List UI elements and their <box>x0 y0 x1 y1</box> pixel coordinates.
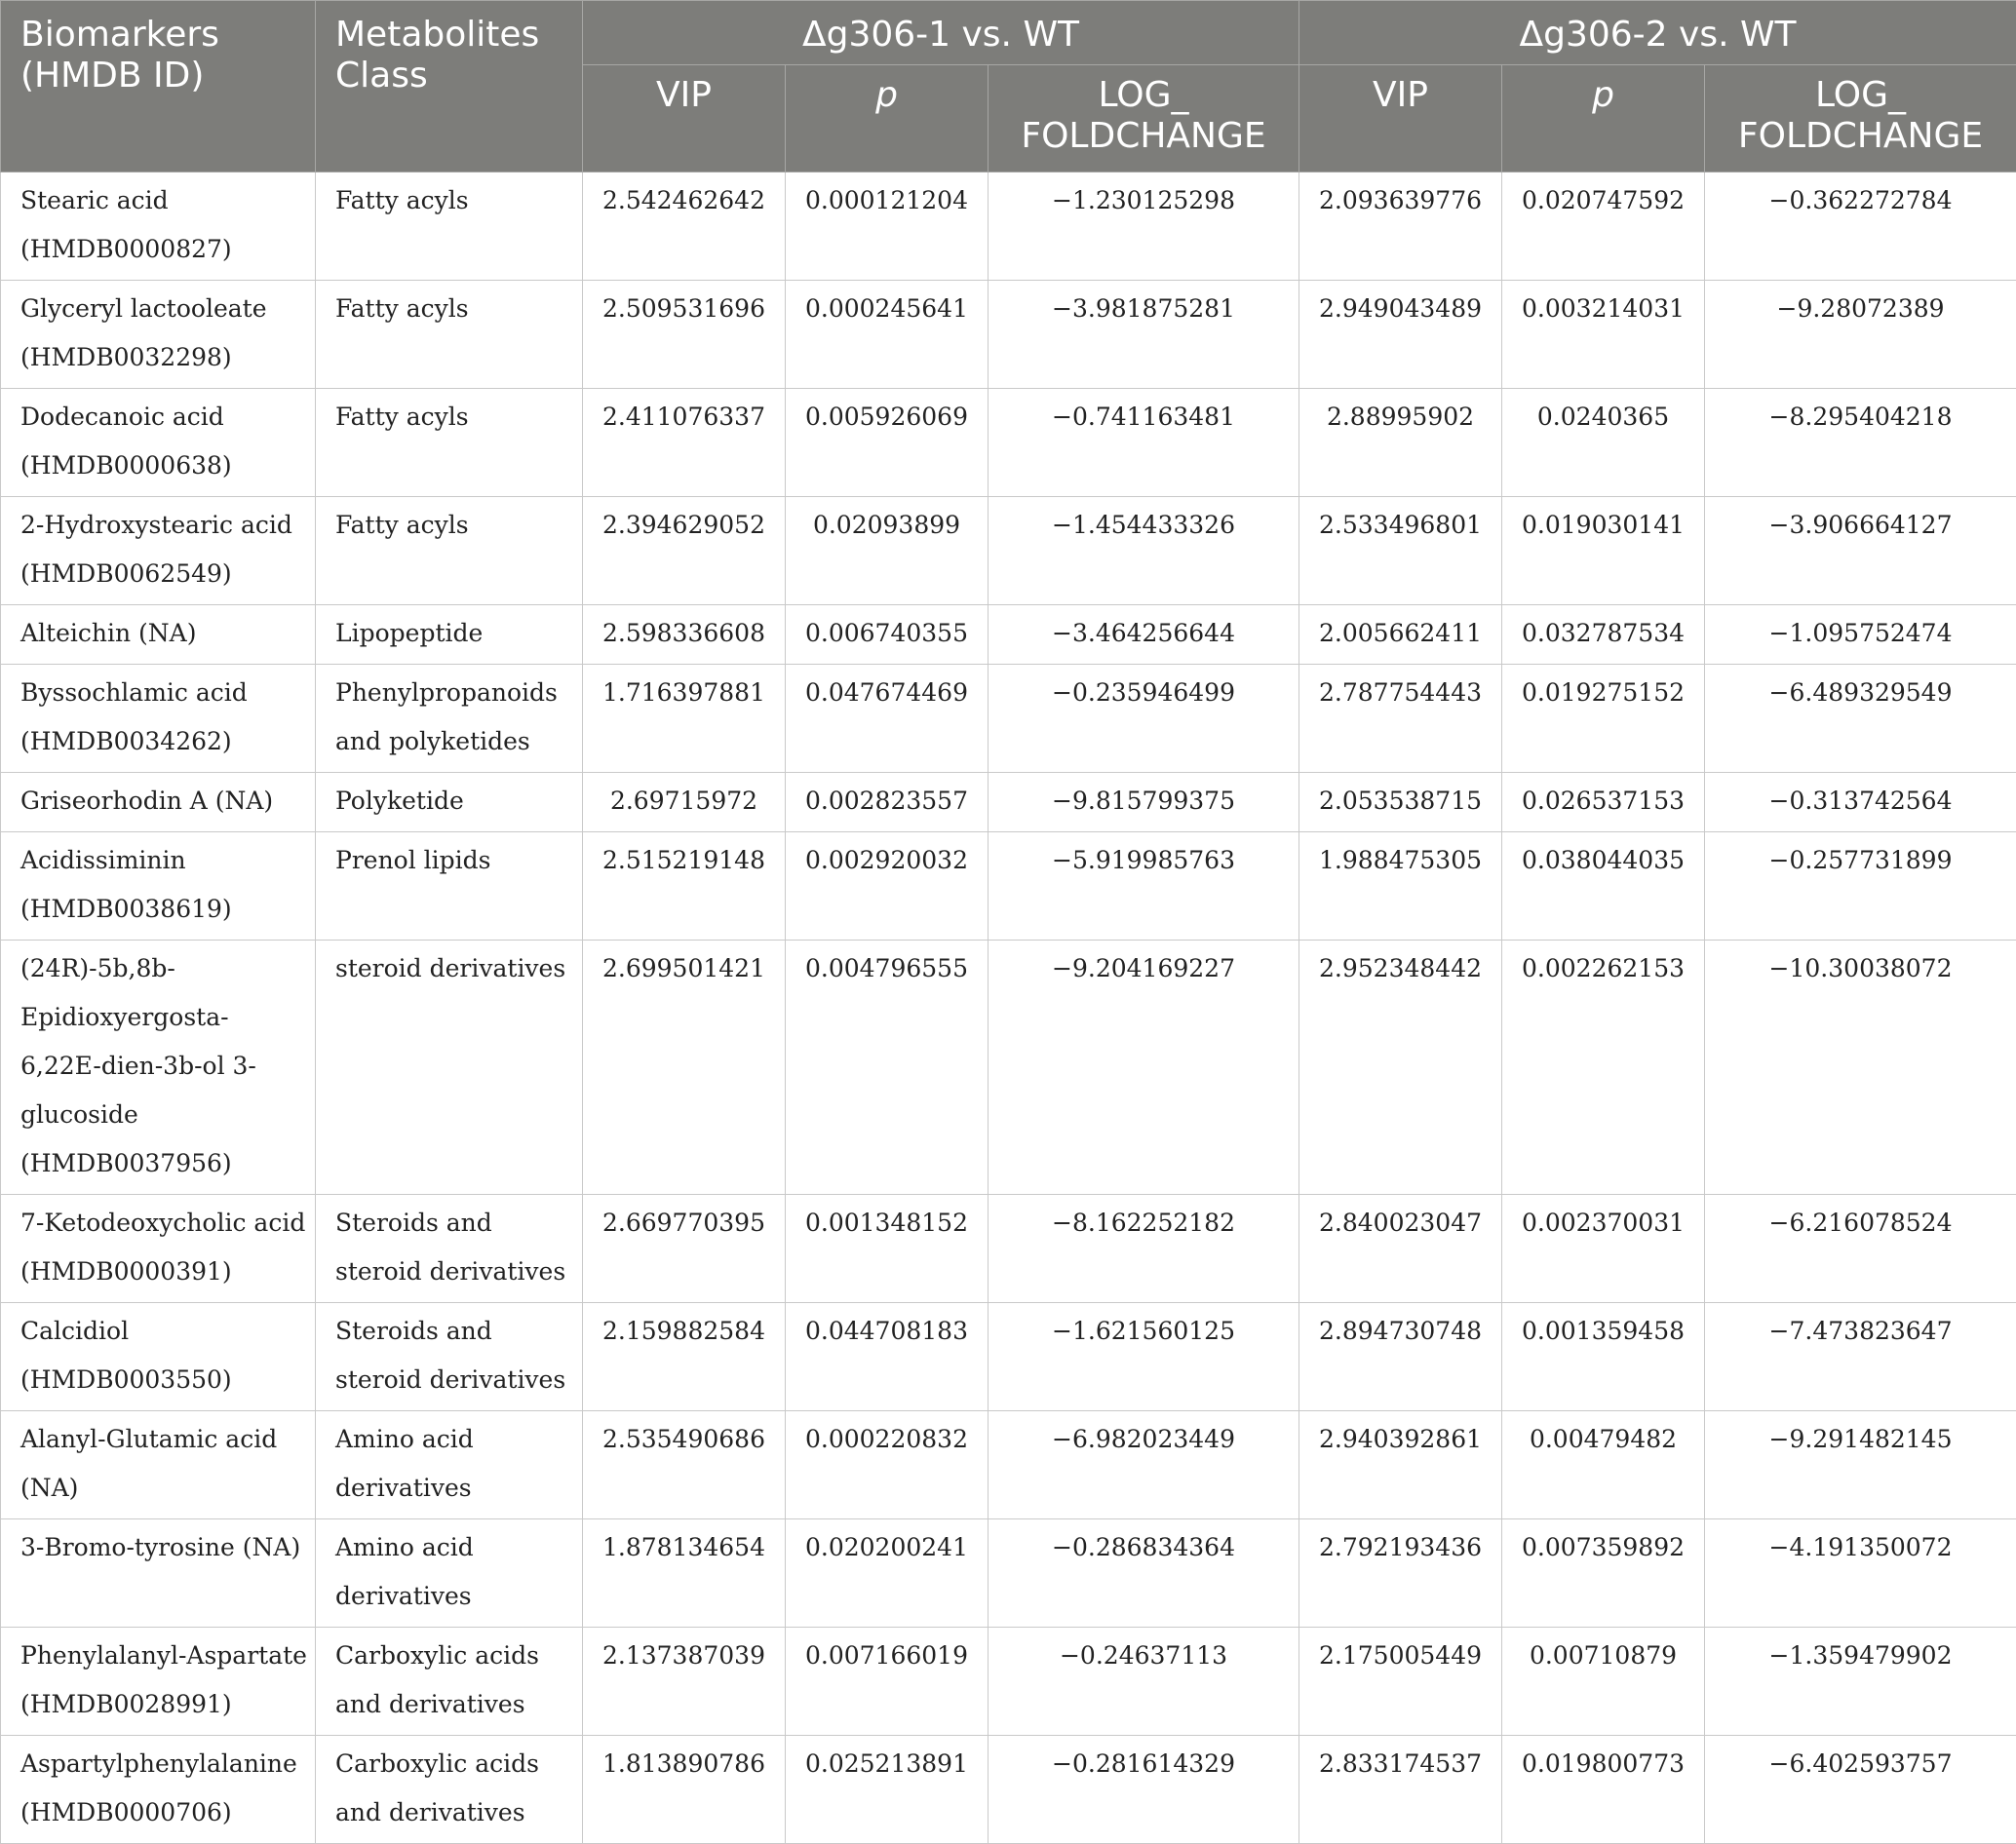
cell-p-1: 0.000245641 <box>786 281 989 389</box>
cell-biomarker: Stearic acid (HMDB0000827) <box>1 173 316 281</box>
cell-vip-1: 2.137387039 <box>583 1628 786 1736</box>
cell-log-foldchange-1: −5.919985763 <box>989 832 1299 941</box>
cell-vip-2: 2.533496801 <box>1299 497 1502 605</box>
cell-metabolites-class: Fatty acyls <box>316 281 583 389</box>
cell-log-foldchange-1: −8.162252182 <box>989 1195 1299 1303</box>
cell-biomarker: 7-Ketodeoxycholic acid (HMDB0000391) <box>1 1195 316 1303</box>
header-vip-2: VIP <box>1299 65 1502 173</box>
cell-p-1: 0.000220832 <box>786 1411 989 1519</box>
cell-vip-1: 2.535490686 <box>583 1411 786 1519</box>
cell-log-foldchange-2: −0.257731899 <box>1705 832 2016 941</box>
cell-p-1: 0.047674469 <box>786 665 989 773</box>
cell-vip-2: 2.952348442 <box>1299 941 1502 1195</box>
cell-biomarker: Aspartylphenylalanine (HMDB0000706) <box>1 1736 316 1844</box>
cell-log-foldchange-1: −0.24637113 <box>989 1628 1299 1736</box>
cell-p-1: 0.005926069 <box>786 389 989 497</box>
cell-log-foldchange-2: −7.473823647 <box>1705 1303 2016 1411</box>
cell-metabolites-class: Carboxylic acids and derivatives <box>316 1736 583 1844</box>
cell-log-foldchange-1: −1.454433326 <box>989 497 1299 605</box>
cell-log-foldchange-2: −4.191350072 <box>1705 1519 2016 1628</box>
cell-p-2: 0.038044035 <box>1502 832 1705 941</box>
cell-log-foldchange-1: −1.230125298 <box>989 173 1299 281</box>
cell-log-foldchange-1: −1.621560125 <box>989 1303 1299 1411</box>
cell-vip-2: 2.894730748 <box>1299 1303 1502 1411</box>
header-biomarkers: Biomarkers (HMDB ID) <box>1 1 316 173</box>
cell-p-2: 0.002370031 <box>1502 1195 1705 1303</box>
table-row <box>1 389 2016 497</box>
cell-metabolites-class: Amino acid derivatives <box>316 1411 583 1519</box>
cell-biomarker: Alteichin (NA) <box>1 605 316 665</box>
cell-p-2: 0.001359458 <box>1502 1303 1705 1411</box>
table-row <box>1 173 2016 281</box>
cell-biomarker: Acidissiminin (HMDB0038619) <box>1 832 316 941</box>
cell-biomarker: Phenylalanyl-Aspartate (HMDB0028991) <box>1 1628 316 1736</box>
cell-vip-2: 1.988475305 <box>1299 832 1502 941</box>
cell-vip-1: 2.598336608 <box>583 605 786 665</box>
cell-p-1: 0.020200241 <box>786 1519 989 1628</box>
cell-vip-2: 2.940392861 <box>1299 1411 1502 1519</box>
cell-log-foldchange-2: −0.313742564 <box>1705 773 2016 832</box>
table-row <box>1 1303 2016 1411</box>
cell-biomarker: Dodecanoic acid (HMDB0000638) <box>1 389 316 497</box>
table-row <box>1 1411 2016 1519</box>
cell-vip-2: 2.005662411 <box>1299 605 1502 665</box>
table-row <box>1 1519 2016 1628</box>
cell-log-foldchange-2: −9.291482145 <box>1705 1411 2016 1519</box>
cell-p-1: 0.006740355 <box>786 605 989 665</box>
cell-metabolites-class: Steroids and steroid derivatives <box>316 1195 583 1303</box>
header-log-foldchange-1: LOG_ FOLDCHANGE <box>989 65 1299 173</box>
table-body <box>1 173 2016 1844</box>
cell-metabolites-class: Carboxylic acids and derivatives <box>316 1628 583 1736</box>
cell-vip-1: 2.542462642 <box>583 173 786 281</box>
cell-p-2: 0.020747592 <box>1502 173 1705 281</box>
cell-log-foldchange-2: −8.295404218 <box>1705 389 2016 497</box>
cell-metabolites-class: Prenol lipids <box>316 832 583 941</box>
table-row <box>1 832 2016 941</box>
cell-vip-2: 2.787754443 <box>1299 665 1502 773</box>
cell-vip-2: 2.792193436 <box>1299 1519 1502 1628</box>
cell-log-foldchange-2: −9.28072389 <box>1705 281 2016 389</box>
cell-biomarker: Calcidiol (HMDB0003550) <box>1 1303 316 1411</box>
cell-p-1: 0.044708183 <box>786 1303 989 1411</box>
cell-vip-1: 2.699501421 <box>583 941 786 1195</box>
cell-p-2: 0.002262153 <box>1502 941 1705 1195</box>
cell-metabolites-class: Steroids and steroid derivatives <box>316 1303 583 1411</box>
cell-p-2: 0.019800773 <box>1502 1736 1705 1844</box>
table-row <box>1 1736 2016 1844</box>
cell-p-2: 0.032787534 <box>1502 605 1705 665</box>
cell-p-2: 0.019030141 <box>1502 497 1705 605</box>
cell-log-foldchange-1: −6.982023449 <box>989 1411 1299 1519</box>
cell-p-2: 0.019275152 <box>1502 665 1705 773</box>
header-group-2: Δg306-2 vs. WT <box>1299 1 2016 65</box>
cell-log-foldchange-1: −0.741163481 <box>989 389 1299 497</box>
table-header <box>1 1 2016 173</box>
cell-log-foldchange-2: −1.095752474 <box>1705 605 2016 665</box>
cell-vip-2: 2.840023047 <box>1299 1195 1502 1303</box>
table-row <box>1 497 2016 605</box>
cell-p-2: 0.0240365 <box>1502 389 1705 497</box>
cell-p-1: 0.004796555 <box>786 941 989 1195</box>
cell-vip-1: 1.878134654 <box>583 1519 786 1628</box>
cell-log-foldchange-1: −9.204169227 <box>989 941 1299 1195</box>
cell-vip-1: 2.669770395 <box>583 1195 786 1303</box>
cell-vip-1: 2.394629052 <box>583 497 786 605</box>
cell-p-1: 0.007166019 <box>786 1628 989 1736</box>
cell-metabolites-class: Lipopeptide <box>316 605 583 665</box>
cell-vip-2: 2.053538715 <box>1299 773 1502 832</box>
cell-vip-1: 2.509531696 <box>583 281 786 389</box>
cell-p-2: 0.026537153 <box>1502 773 1705 832</box>
cell-vip-2: 2.949043489 <box>1299 281 1502 389</box>
cell-p-1: 0.000121204 <box>786 173 989 281</box>
header-p-2: p <box>1502 65 1705 173</box>
cell-p-2: 0.00710879 <box>1502 1628 1705 1736</box>
cell-log-foldchange-1: −3.981875281 <box>989 281 1299 389</box>
cell-vip-1: 2.411076337 <box>583 389 786 497</box>
cell-log-foldchange-2: −1.359479902 <box>1705 1628 2016 1736</box>
cell-p-1: 0.02093899 <box>786 497 989 605</box>
cell-log-foldchange-2: −10.30038072 <box>1705 941 2016 1195</box>
cell-metabolites-class: Fatty acyls <box>316 173 583 281</box>
table-row <box>1 1628 2016 1736</box>
cell-p-1: 0.002920032 <box>786 832 989 941</box>
cell-p-1: 0.025213891 <box>786 1736 989 1844</box>
cell-biomarker: Griseorhodin A (NA) <box>1 773 316 832</box>
cell-vip-1: 2.69715972 <box>583 773 786 832</box>
cell-vip-1: 1.716397881 <box>583 665 786 773</box>
cell-p-2: 0.00479482 <box>1502 1411 1705 1519</box>
cell-metabolites-class: Polyketide <box>316 773 583 832</box>
cell-biomarker: Glyceryl lactooleate (HMDB0032298) <box>1 281 316 389</box>
cell-vip-1: 2.515219148 <box>583 832 786 941</box>
header-vip-1: VIP <box>583 65 786 173</box>
cell-metabolites-class: Fatty acyls <box>316 497 583 605</box>
cell-p-1: 0.002823557 <box>786 773 989 832</box>
cell-log-foldchange-1: −0.281614329 <box>989 1736 1299 1844</box>
cell-vip-2: 2.175005449 <box>1299 1628 1502 1736</box>
table-row <box>1 281 2016 389</box>
table-row <box>1 1195 2016 1303</box>
cell-biomarker: 2-Hydroxystearic acid (HMDB0062549) <box>1 497 316 605</box>
cell-log-foldchange-1: −0.235946499 <box>989 665 1299 773</box>
cell-vip-1: 2.159882584 <box>583 1303 786 1411</box>
cell-metabolites-class: Phenylpropanoids and polyketides <box>316 665 583 773</box>
cell-biomarker: (24R)-5b,8b-Epidioxyergosta-6,22E-dien-3b-ol 3-glucoside (HMDB0037956) <box>1 941 316 1195</box>
cell-p-1: 0.001348152 <box>786 1195 989 1303</box>
cell-log-foldchange-1: −9.815799375 <box>989 773 1299 832</box>
cell-vip-2: 2.093639776 <box>1299 173 1502 281</box>
header-metabolites-class: Metabolites Class <box>316 1 583 173</box>
cell-biomarker: 3-Bromo-tyrosine (NA) <box>1 1519 316 1628</box>
cell-vip-1: 1.813890786 <box>583 1736 786 1844</box>
header-log-foldchange-2: LOG_ FOLDCHANGE <box>1705 65 2016 173</box>
header-group-1: Δg306-1 vs. WT <box>583 1 1299 65</box>
cell-log-foldchange-2: −6.489329549 <box>1705 665 2016 773</box>
cell-p-2: 0.003214031 <box>1502 281 1705 389</box>
cell-biomarker: Alanyl-Glutamic acid (NA) <box>1 1411 316 1519</box>
table-row <box>1 773 2016 832</box>
header-p-1: p <box>786 65 989 173</box>
cell-log-foldchange-1: −3.464256644 <box>989 605 1299 665</box>
cell-log-foldchange-2: −6.402593757 <box>1705 1736 2016 1844</box>
table-row <box>1 665 2016 773</box>
cell-metabolites-class: Fatty acyls <box>316 389 583 497</box>
table-row <box>1 605 2016 665</box>
cell-metabolites-class: steroid derivatives <box>316 941 583 1195</box>
table-row <box>1 941 2016 1195</box>
cell-vip-2: 2.88995902 <box>1299 389 1502 497</box>
cell-p-2: 0.007359892 <box>1502 1519 1705 1628</box>
cell-log-foldchange-1: −0.286834364 <box>989 1519 1299 1628</box>
cell-biomarker: Byssochlamic acid (HMDB0034262) <box>1 665 316 773</box>
cell-vip-2: 2.833174537 <box>1299 1736 1502 1844</box>
cell-log-foldchange-2: −3.906664127 <box>1705 497 2016 605</box>
cell-log-foldchange-2: −6.216078524 <box>1705 1195 2016 1303</box>
cell-log-foldchange-2: −0.362272784 <box>1705 173 2016 281</box>
cell-metabolites-class: Amino acid derivatives <box>316 1519 583 1628</box>
